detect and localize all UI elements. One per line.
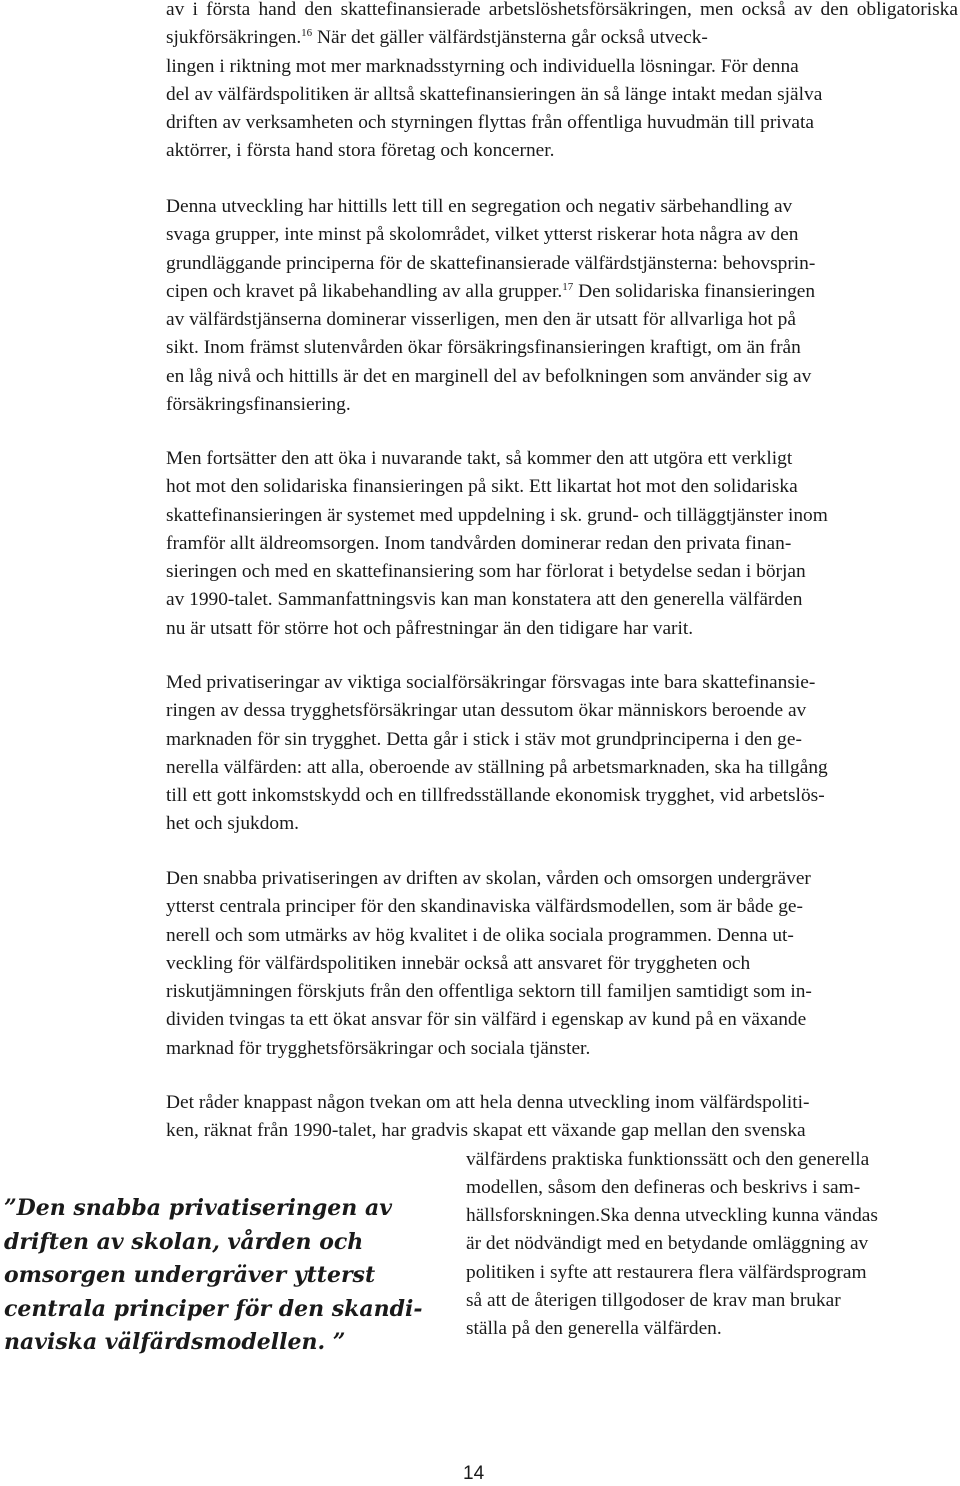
paragraph-2: Denna utveckling har hittills lett till en segregation och negativ särbehandling av svaga grupper, inte minst på skolområdet, vilket ytterst riskerar hota några av den grundläggande principerna för de skattefinansierade välfärdstjänsterna: behovsprin- cipen och kravet på likabehandling av alla grupper.$^{17}$ Den solidariska finansieringen av välfärdstjänserna dominerar visserligen, men den är utsatt för allvarliga hot på sikt. Inom främst slutenvården ökar försäkringsfinansieringen kraftigt, om än från en låg nivå och hittills är det en marginell del av befolkningen som använder sig av försäkringsfinansiering. [166,196,816,416]
paragraph-5: Den snabba privatiseringen av driften av skolan, vården och omsorgen undergräver ytterst centrala principer för den skandinaviska välfärdsmodellen, som är både ge- nerell och som utmärks av hög kvalitet i de olika sociala programmen. Denna ut- veckling för välfärdspolitiken innebär också att ansvaret för tryggheten och riskutjämningen förskjuts från den offentliga sektorn till familjen samtidigt som in- dividen tvingas ta ett ökat ansvar för sin välfärd i egenskap av kund på en växande marknad för trygghetsförsäkringar och sociala tjänster. [166,868,812,1059]
pull-quote-line: ”Den snabba privatiseringen av [4,1195,392,1221]
page-number: 14 [463,1463,485,1484]
paragraph-1: av i första hand den skattefinansierade arbetslöshetsförsäkringen, men också av den obligatoriska sjukförsäkringen.$^{16}$ När det gäller välfärdstjänsterna går också utveck- lingen i riktning mot mer marknadsstyrning och individuella lösningar. För denna del av välfärdspolitiken är alltså skattefinansieringen än så länge intakt medan själva driften av verksamheten och styrningen flyttas från offentliga huvudmän till privata aktörrer, i första hand stora företag och koncerner. [166,0,958,162]
pull-quote-line: omsorgen undergräver ytterst [4,1262,376,1288]
pull-quote-line: centrala principer för den skandi- [4,1295,423,1322]
pull-quote [4,1192,454,1360]
pull-quote-line: driften av skolan, vården och [4,1228,364,1255]
footnote-ref-16[interactable]: 16 [301,27,313,40]
paragraph-3: Men fortsätter den att öka i nuvarande takt, så kommer den att utgöra ett verkligt hot mot den solidariska finansieringen på sikt. Ett likartat hot mot den solidariska skattefinansieringen är systemet med uppdelning i sk. grund- och tilläggtjänster inom framför allt äldreomsorgen. Inom tandvården dominerar redan den privata finan- sieringen och med en skattefinansiering som har förlorat i betydelse sedan i början av 1990-talet. Sammanfattningsvis kan man konstatera att den generella välfärden nu är utsatt för större hot och påfrestningar än den tidigare har varit. [166,448,828,639]
footnote-ref-17[interactable]: 17 [562,280,574,293]
paragraph-4: Med privatiseringar av viktiga socialförsäkringar försvagas inte bara skattefinansie- ringen av dessa trygghetsförsäkringar utan dessutom ökar människors beroende av marknaden för sin trygghet. Detta går i stick i stäv mot grundprinciperna i den ge- nerella välfärden: att alla, oberoende av ställning på arbetsmarknaden, ska ha tillgång till ett gott inkomstskydd och en tillfredsställande ekonomisk trygghet, vid arbetslös- het och sjukdom. [166,672,828,835]
paragraph-6: Det råder knappast någon tvekan om att hela denna utveckling inom välfärdspoliti- ken, räknat från 1990-talet, har gradvis skapat ett växande gap mellan den svenska välfärdens praktiska funktionssätt och den generella modellen, såsom den defineras och beskrivs i sam- hällsforskningen.Ska denna utveckling kunna vändas är det nödvändigt med en betydande omläggning av politiken i syfte att restaurera flera välfärdsprogram så att de återigen tillgodoser de krav man brukar ställa på den generella välfärden. [166,1092,878,1340]
pull-quote-line: naviska välfärdsmodellen. ” [4,1329,346,1355]
